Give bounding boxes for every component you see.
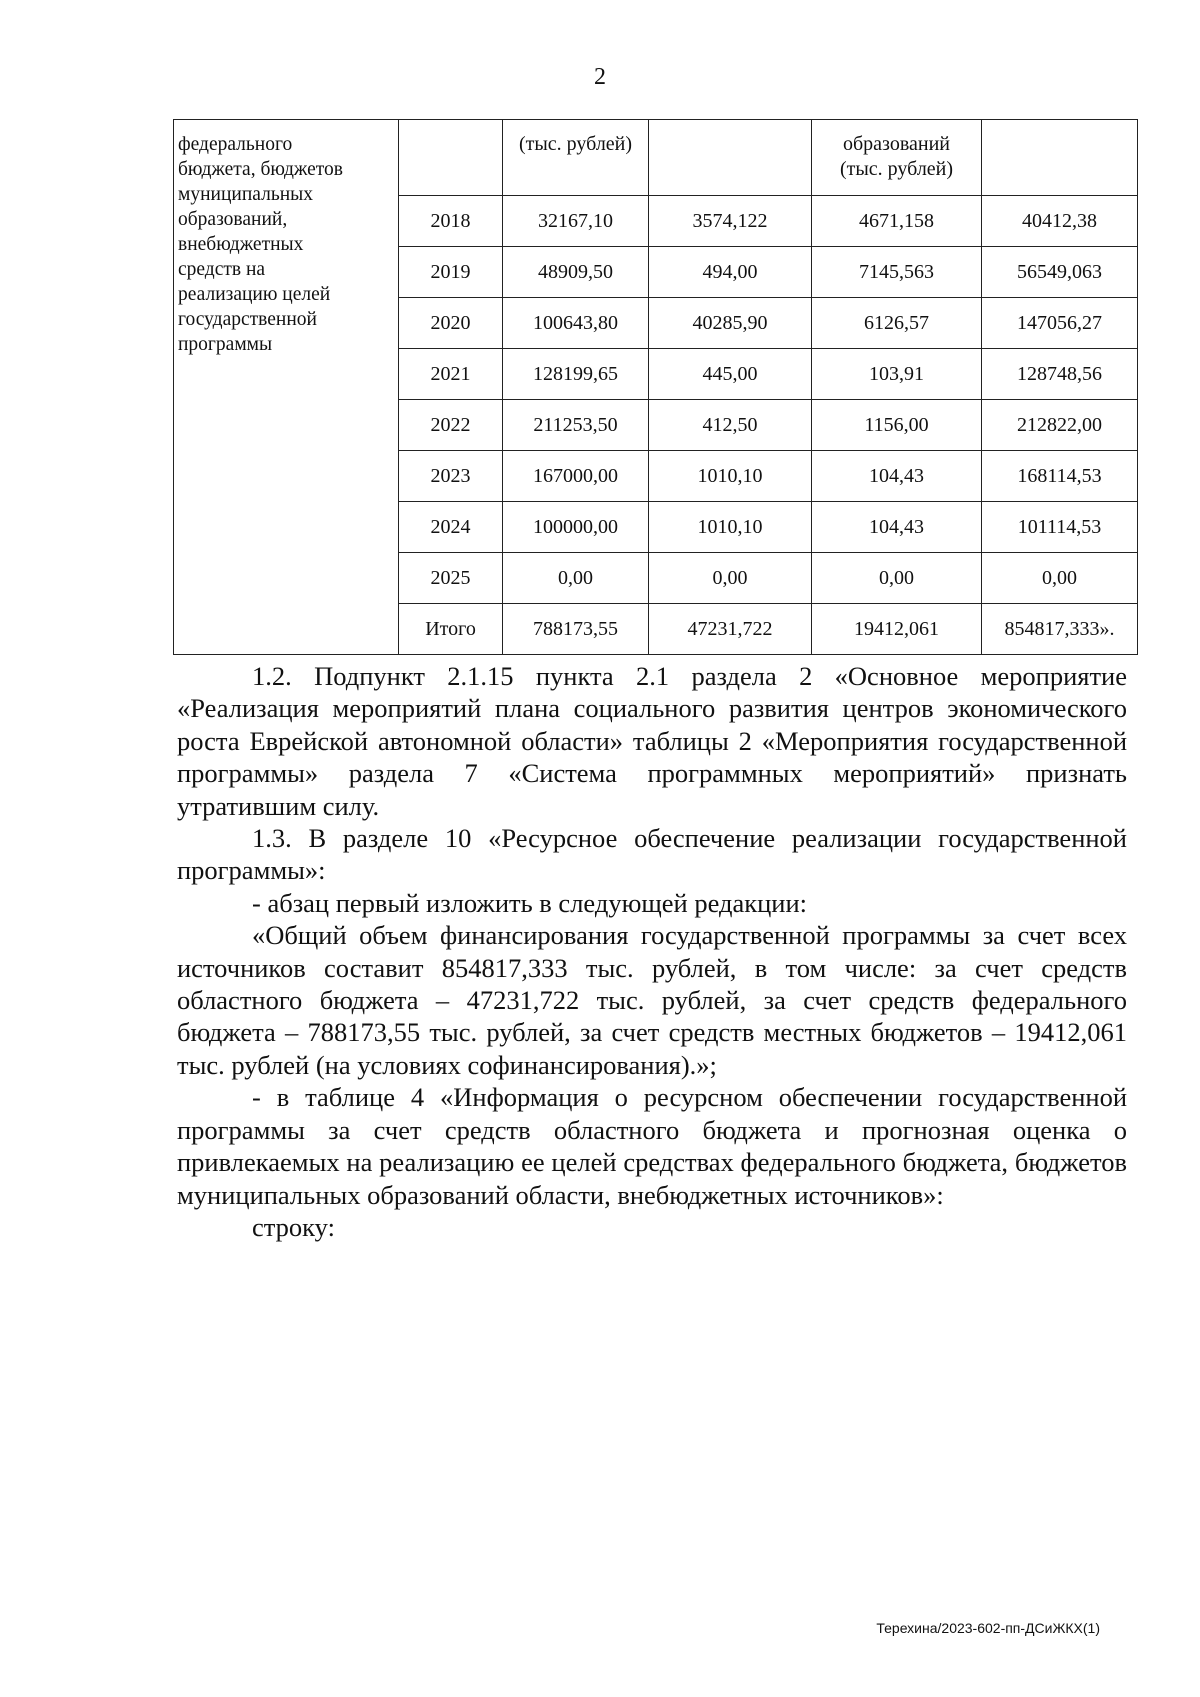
row-label-line: образований, (178, 209, 288, 230)
financing-table (173, 119, 1138, 655)
cell-regional: 40285,90 (649, 298, 812, 349)
cell-year: Итого (399, 604, 503, 655)
paragraph-stroku: строку: (252, 1211, 335, 1242)
cell-municipal: 1156,00 (812, 400, 982, 451)
cell-year: 2024 (399, 502, 503, 553)
cell-total: 168114,53 (982, 451, 1138, 502)
cell-regional: 1010,10 (649, 502, 812, 553)
page-number: 2 (594, 64, 606, 90)
cell-year: 2018 (399, 196, 503, 247)
cell-municipal: 7145,563 (812, 247, 982, 298)
cell-federal: 100643,80 (503, 298, 649, 349)
row-label-cell (174, 120, 399, 655)
cell-total: 56549,063 (982, 247, 1138, 298)
cell-federal: 211253,50 (503, 400, 649, 451)
table-header-row (174, 120, 1138, 196)
cell-regional: 412,50 (649, 400, 812, 451)
cell-regional: 3574,122 (649, 196, 812, 247)
header-total (982, 120, 1138, 196)
header-municipal-line: образований (842, 133, 950, 155)
cell-municipal: 6126,57 (812, 298, 982, 349)
cell-total: 147056,27 (982, 298, 1138, 349)
header-year (399, 120, 503, 196)
body-text (177, 660, 1127, 1243)
paragraph-1-3: 1.3. В разделе 10 «Ресурсное обеспечение реализации государственной программы»: (177, 823, 1127, 886)
paragraph-abzac: - абзац первый изложить в следующей редакции: (252, 887, 808, 918)
header-federal: (тыс. рублей) (503, 120, 649, 196)
cell-regional: 494,00 (649, 247, 812, 298)
header-regional (649, 120, 812, 196)
cell-regional: 47231,722 (649, 604, 812, 655)
document-code: Терехина/2023-602-пп-ДСиЖКХ(1) (876, 1620, 1100, 1636)
cell-federal: 0,00 (503, 553, 649, 604)
row-label-line: средств на (178, 259, 266, 280)
cell-federal: 100000,00 (503, 502, 649, 553)
row-label-line: бюджета, бюджетов (178, 159, 343, 180)
cell-municipal: 4671,158 (812, 196, 982, 247)
cell-municipal: 104,43 (812, 502, 982, 553)
header-municipal (812, 120, 982, 196)
cell-total: 854817,333». (982, 604, 1138, 655)
cell-municipal: 104,43 (812, 451, 982, 502)
cell-year: 2019 (399, 247, 503, 298)
cell-municipal: 0,00 (812, 553, 982, 604)
row-label-line: внебюджетных (178, 234, 304, 255)
paragraph-quote: «Общий объем финансирования государственной программы за счет всех источников составит 854817,333 тыс. рублей, в том числе: за счет средств областного бюджета – 47231,722 тыс. рублей, за счет средств федерального бюджета – 788173,55 тыс. рублей, за счет средств местных бюджетов – 19412,061 тыс. рублей (на условиях софинансирования).»; (177, 920, 1127, 1080)
row-label-line: реализацию целей (178, 284, 331, 305)
row-label-line: государственной (178, 309, 317, 330)
row-label-line: муниципальных (178, 184, 314, 205)
cell-year: 2021 (399, 349, 503, 400)
row-label-line: федерального (178, 134, 293, 155)
cell-federal: 788173,55 (503, 604, 649, 655)
cell-total: 128748,56 (982, 349, 1138, 400)
header-municipal-line: (тыс. рублей) (839, 158, 954, 180)
row-label-line: программы (178, 334, 273, 355)
cell-total: 40412,38 (982, 196, 1138, 247)
cell-total: 101114,53 (982, 502, 1138, 553)
cell-regional: 445,00 (649, 349, 812, 400)
paragraph-table4: - в таблице 4 «Информация о ресурсном обеспечении государственной программы за счет средств областного бюджета и прогнозная оценка о привлекаемых на реализацию ее целей средствах федерального бюджета, бюджетов муниципальных образований области, внебюджетных источников»: (177, 1082, 1127, 1210)
cell-federal: 167000,00 (503, 451, 649, 502)
cell-federal: 32167,10 (503, 196, 649, 247)
cell-year: 2022 (399, 400, 503, 451)
cell-year: 2023 (399, 451, 503, 502)
cell-year: 2025 (399, 553, 503, 604)
paragraph-1-2: 1.2. Подпункт 2.1.15 пункта 2.1 раздела 2 «Основное мероприятие «Реализация мероприятий плана социального развития центров экономического роста Еврейской автономной области» таблицы 2 «Мероприятия государственной программы» раздела 7 «Система программных мероприятий» признать утратившим силу. (177, 661, 1127, 821)
cell-total: 212822,00 (982, 400, 1138, 451)
cell-federal: 48909,50 (503, 247, 649, 298)
cell-regional: 0,00 (649, 553, 812, 604)
cell-federal: 128199,65 (503, 349, 649, 400)
cell-year: 2020 (399, 298, 503, 349)
cell-municipal: 103,91 (812, 349, 982, 400)
cell-regional: 1010,10 (649, 451, 812, 502)
cell-municipal: 19412,061 (812, 604, 982, 655)
cell-total: 0,00 (982, 553, 1138, 604)
